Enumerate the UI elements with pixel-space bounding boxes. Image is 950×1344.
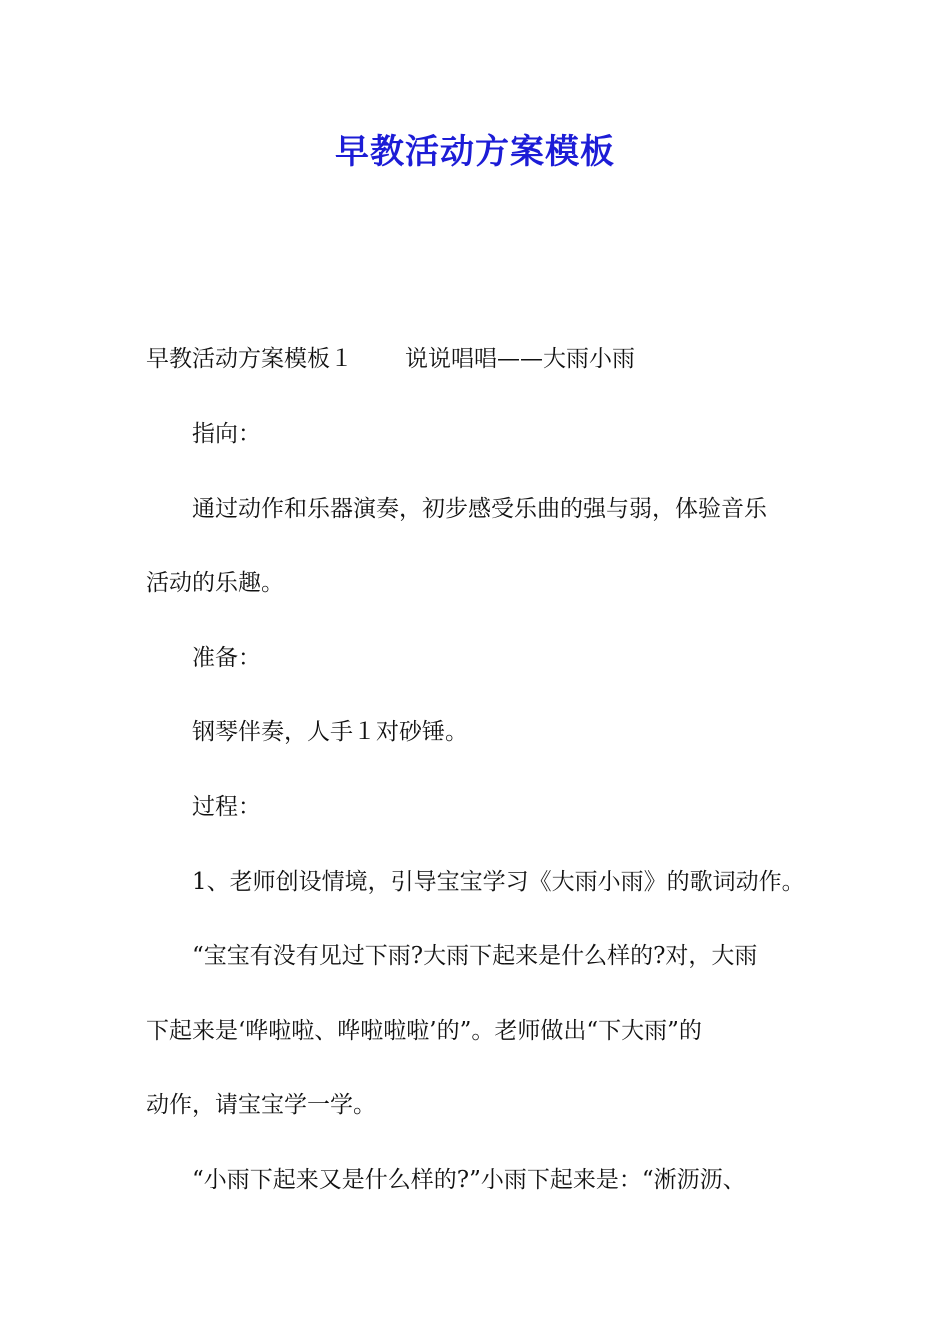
paragraph-line: 钢琴伴奏，人手１对砂锤。 bbox=[192, 719, 468, 745]
paragraph-line: 指向： bbox=[192, 421, 261, 447]
paragraph-line: 准备： bbox=[192, 645, 261, 671]
paragraph-line: 通过动作和乐器演奏，初步感受乐曲的强与弱，体验音乐 bbox=[192, 496, 767, 522]
section-heading bbox=[146, 343, 635, 375]
section-heading-subtitle: 说说唱唱——大雨小雨 bbox=[405, 346, 635, 372]
paragraph-line: “宝宝有没有见过下雨?大雨下起来是什么样的?对，大雨 bbox=[192, 943, 758, 969]
paragraph-line: 下起来是‘哗啦啦、哗啦啦啦’的”。老师做出“下大雨”的 bbox=[146, 1018, 702, 1044]
paragraph-line: 过程： bbox=[192, 794, 261, 820]
paragraph-line: “小雨下起来又是什么样的?”小雨下起来是：“淅沥沥、 bbox=[192, 1167, 746, 1193]
paragraph-line: 活动的乐趣。 bbox=[146, 570, 284, 596]
paragraph-line: 动作，请宝宝学一学。 bbox=[146, 1092, 376, 1118]
section-heading-label: 早教活动方案模板１ bbox=[146, 346, 353, 372]
document-title: 早教活动方案模板 bbox=[335, 132, 615, 172]
paragraph-line: 1、老师创设情境，引导宝宝学习《大雨小雨》的歌词动作。 bbox=[192, 869, 805, 895]
